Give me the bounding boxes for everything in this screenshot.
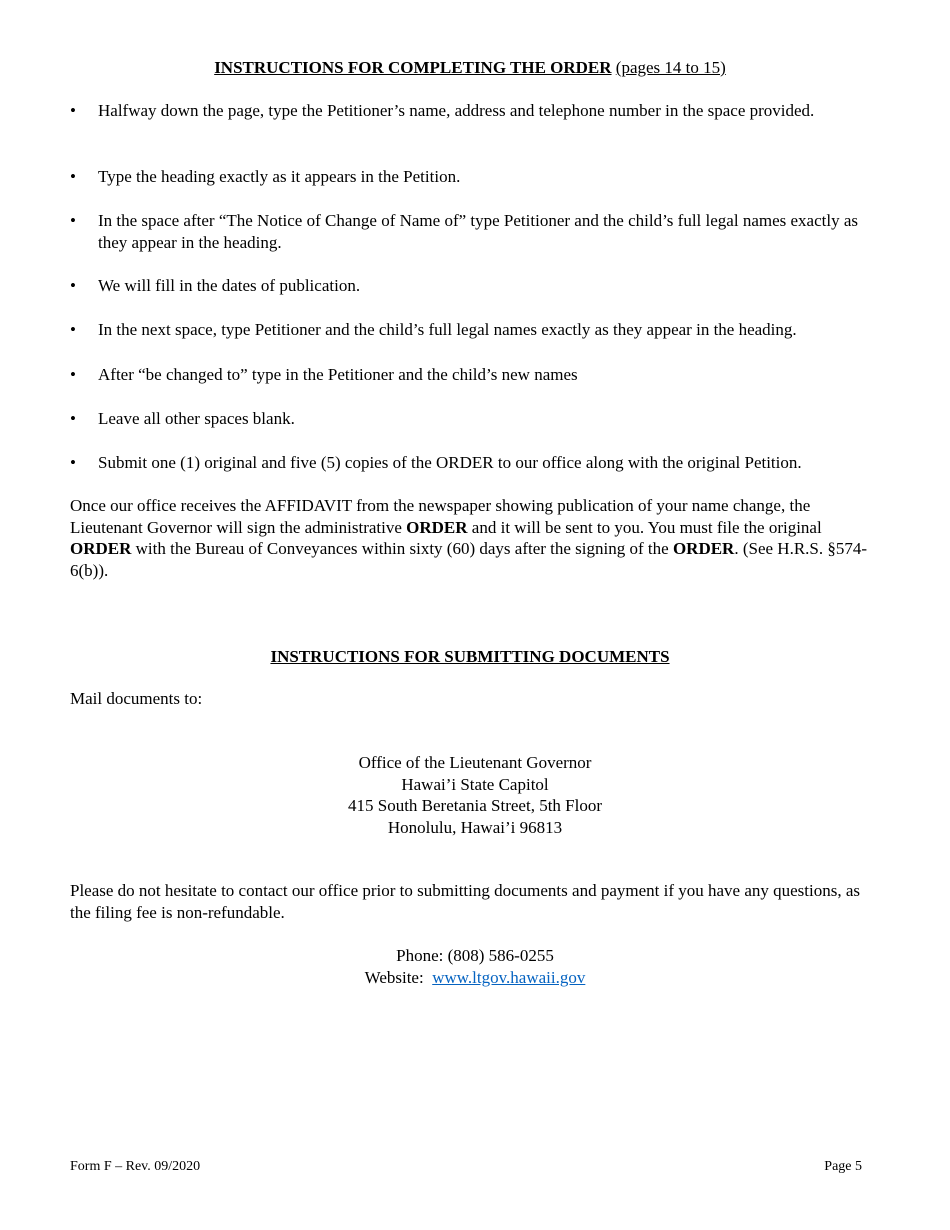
heading-pages-note: (pages 14 to 15): [615, 58, 726, 77]
bullet-icon: •: [70, 167, 76, 186]
list-item-text: We will fill in the dates of publication.: [98, 276, 361, 295]
mail-instruction: Mail documents to:: [70, 689, 203, 708]
paragraph-text: with the Bureau of Conveyances within sixty (60) days after the signing of the: [131, 539, 673, 558]
contact-info: [70, 945, 880, 988]
form-revision: Form F – Rev. 09/2020: [70, 1159, 201, 1174]
paragraph-text: . (See H.R.S. §574-6(b)).: [70, 539, 868, 580]
list-item-text: In the space after “The Notice of Change of Name of” type Petitioner and the child’s full legal names exactly as they appear in the heading.: [98, 211, 858, 252]
list-item-text: Halfway down the page, type the Petitioner’s name, address and telephone number in the space provided.: [98, 101, 815, 120]
bullet-icon: •: [70, 276, 76, 295]
website-link[interactable]: www.ltgov.hawaii.gov: [432, 967, 586, 987]
affidavit-paragraph: [70, 495, 875, 581]
paragraph-text: and it will be sent to you. You must file the original: [467, 517, 822, 537]
bullet-icon: •: [70, 211, 76, 230]
paragraph-text: Once our office receives the AFFIDAVIT from the newspaper showing publication of your name change, the Lieutenant Governor will sign the administrative: [70, 496, 811, 537]
bullet-icon: •: [70, 453, 76, 472]
list-item-text: Submit one (1) original and five (5) copies of the ORDER to our office along with the original Petition.: [98, 453, 802, 472]
mailing-address: [70, 752, 880, 838]
order-emphasis: ORDER: [70, 539, 132, 558]
address-line: 415 South Beretania Street, 5th Floor: [347, 796, 603, 815]
list-item-text: Leave all other spaces blank.: [98, 409, 295, 428]
website-line: [70, 967, 880, 989]
order-emphasis: ORDER: [406, 517, 468, 537]
bullet-icon: •: [70, 320, 76, 339]
list-item-text: After “be changed to” type in the Petitioner and the child’s new names: [98, 365, 578, 384]
address-line: Hawai’i State Capitol: [401, 774, 549, 794]
address-line: Honolulu, Hawai’i 96813: [387, 817, 563, 837]
phone-line: Phone: (808) 586-0255: [396, 946, 554, 965]
list-item-text: In the next space, type Petitioner and the child’s full legal names exactly as they appear in the heading.: [98, 320, 797, 339]
address-line: Office of the Lieutenant Governor: [358, 753, 592, 772]
heading-title: INSTRUCTIONS FOR SUBMITTING DOCUMENTS: [270, 647, 670, 666]
order-emphasis: ORDER: [672, 539, 735, 558]
page-number: Page 5: [824, 1159, 862, 1174]
section-heading-submitting-documents: [70, 646, 870, 668]
heading-title: INSTRUCTIONS FOR COMPLETING THE ORDER: [214, 58, 612, 77]
section-heading-completing-order: [70, 57, 870, 79]
list-item-text: Type the heading exactly as it appears in the Petition.: [98, 167, 461, 186]
bullet-icon: •: [70, 365, 76, 384]
bullet-icon: •: [70, 101, 76, 120]
website-label: Website:: [364, 967, 424, 987]
bullet-icon: •: [70, 409, 76, 428]
contact-note: Please do not hesitate to contact our office prior to submitting documents and payment if you have any questions, as the filing fee is non-refundable.: [70, 881, 861, 922]
